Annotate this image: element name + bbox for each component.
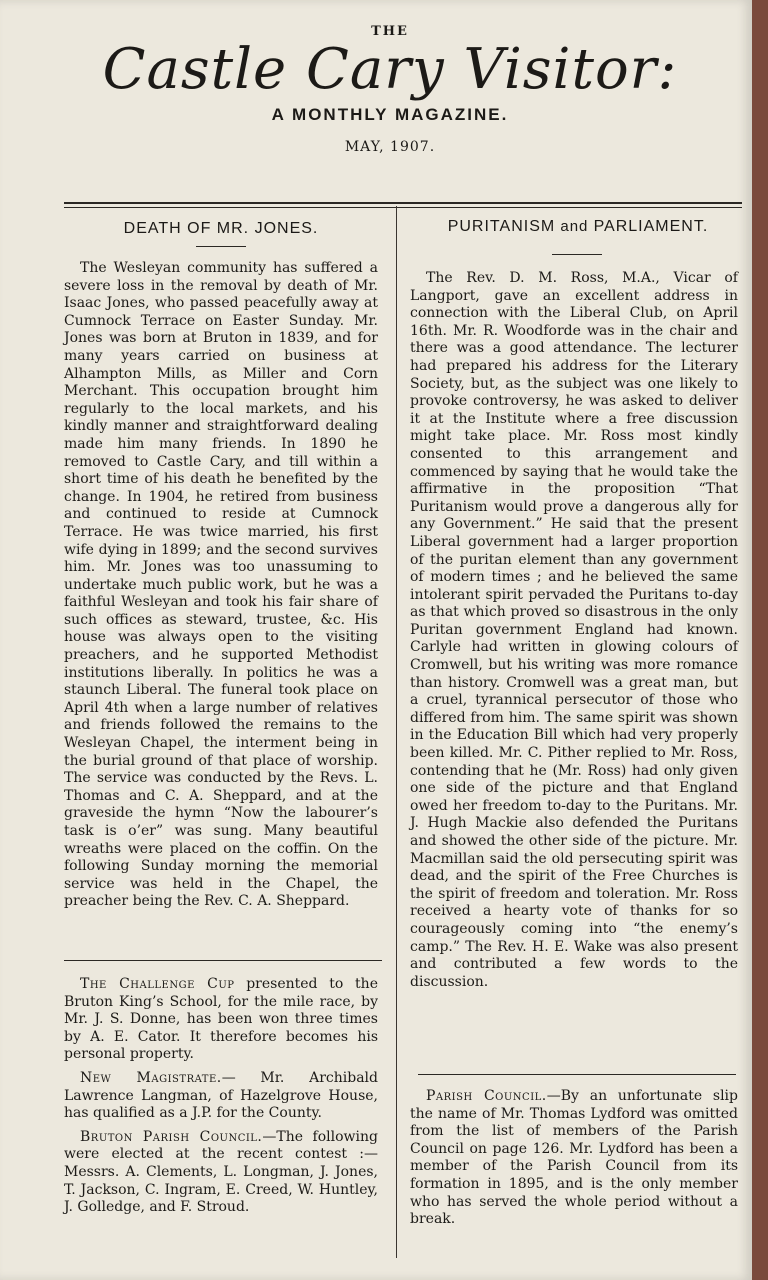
left-section-rule	[64, 960, 382, 961]
death-article	[64, 260, 378, 911]
masthead-the: THE	[371, 24, 409, 39]
parish-council-lead: Parish Council.	[426, 1088, 547, 1104]
puritanism-heading	[410, 218, 746, 236]
death-article-text: The Wesleyan community has suffered a severe loss in the removal by death of Mr. Isaac Jones, who passed peacefully away at Cumnock Terrace on Easter Sunday. Mr. Jones was born at Bruton in 1839, and for many years carried on business at Alhampton Mills, as Miller and Corn Merchant. This occupation brought him regularly to the local markets, and his kindly manner and straightforward dealing made him many friends. In 1890 he removed to Castle Cary, and till within a short time of his death he benefited by the change. In 1904, he retired from business and continued to reside at Cumnock Terrace. He was twice married, his first wife dying in 1899; and the second survives him. Mr. Jones was too unassuming to undertake much public work, but he was a faithful Wesleyan and took his fair share of such offices as steward, trustee, &c. His house was always open to the visiting preachers, and he supported Methodist institutions liberally. In politics he was a staunch Liberal. The funeral took place on April 4th when a large number of relatives and friends followed the remains to the Wesleyan Chapel, the interment being in the burial ground of that place of worship. The service was conducted by the Revs. L. Thomas and C. A. Sheppard, and at the graveside the hymn “Now the labourer’s task is o’er” was sung. Many beautiful wreaths were placed on the coffin. On the following Sunday morning the memorial service was held in the Chapel, the preacher being the Rev. C. A. Sheppard.	[64, 260, 378, 910]
puritanism-heading-and: and	[555, 218, 594, 235]
bruton-council-text: —The following were elected at the recent contest :— Messrs. A. Clements, L. Longman, J. Jones, T. Jackson, C. Ingram, E. Creed, W. Huntley, J. Golledge, and F. Stroud.	[64, 1128, 378, 1216]
magazine-subtitle: A MONTHLY MAGAZINE.	[271, 105, 509, 124]
parish-council-text: —By an unfortunate slip the name of Mr. Thomas Lydford was omitted from the list of members of the Parish Council on page 126. Mr. Lydford has been a member of the Parish Council from its formation in 1895, and is the only member who has served the whole period without a break.	[410, 1088, 738, 1228]
death-heading: DEATH OF MR. JONES.	[123, 220, 319, 237]
masthead-rule	[64, 202, 742, 208]
issue-date: MAY, 1907.	[344, 139, 436, 155]
magistrate-lead: New Magistrate.	[80, 1069, 222, 1086]
death-heading-rule	[196, 246, 246, 247]
parish-council-notice	[410, 1088, 738, 1229]
magazine-title: Castle Cary Visitor:	[102, 37, 678, 102]
puritanism-heading-rule	[552, 254, 602, 255]
challenge-cup-text: presented to the Bruton King’s School, for the mile race, by Mr. J. S. Donne, has been won three times by A. E. Cator. It therefore becomes his personal property.	[64, 976, 378, 1063]
masthead	[40, 24, 740, 155]
magistrate-notice	[64, 1070, 378, 1123]
puritanism-heading-b: PARLIAMENT.	[593, 218, 709, 235]
bruton-council-lead: Bruton Parish Council.	[80, 1128, 263, 1145]
puritanism-article	[410, 270, 738, 991]
column-divider	[396, 206, 397, 1258]
puritanism-heading-a: PURITANISM	[447, 218, 556, 235]
right-section-rule	[418, 1074, 736, 1075]
puritanism-article-text: The Rev. D. M. Ross, M.A., Vicar of Langport, gave an excellent address in connection with the Liberal Club, on April 16th. Mr. R. Woodforde was in the chair and there was a good attendance. The lecturer had prepared his address for the Literary Society, but, as the subject was one likely to provoke controversy, he was asked to deliver it at the Institute where a free discussion might take place. Mr. Ross most kindly consented to this arrangement and commenced by saying that he would take the affirmative in the proposition “That Puritanism would prove a dangerous ally for any Government.” He said that the present Liberal government had a larger proportion of the puritan element than any government of modern times ; and he believed the same intolerant spirit pervaded the Puritans to-day as that which proved so disastrous in the only Puritan government England had known. Carlyle had written in glowing colours of Cromwell, but his writing was more romance than history. Cromwell was a great man, but a cruel, tyrannical persecutor of those who differed from him. The same spirit was shown in the Education Bill which had very properly been killed. Mr. C. Pither replied to Mr. Ross, contending that he (Mr. Ross) had only given one side of the picture and that England owed her freedom to-day to the Puritans. Mr. J. Hugh Mackie also defended the Puritans and showed the other side of the picture. Mr. Macmillan said the old persecuting spirit was dead, and the spirit of the Free Churches is the spirit of freedom and toleration. Mr. Ross received a hearty vote of thanks for so courageously coming into “the enemy’s camp.” The Rev. H. E. Wake was also present and contributed a few words to the discussion.	[410, 270, 738, 990]
challenge-cup-notice	[64, 976, 378, 1064]
right-notices	[410, 1088, 738, 1229]
left-notices	[64, 976, 378, 1217]
challenge-cup-lead: The Challenge Cup	[80, 976, 235, 992]
magistrate-text: — Mr. Archibald Lawrence Langman, of Hazelgrove House, has qualified as a J.P. for the County.	[64, 1069, 378, 1122]
bruton-council-notice	[64, 1129, 378, 1217]
